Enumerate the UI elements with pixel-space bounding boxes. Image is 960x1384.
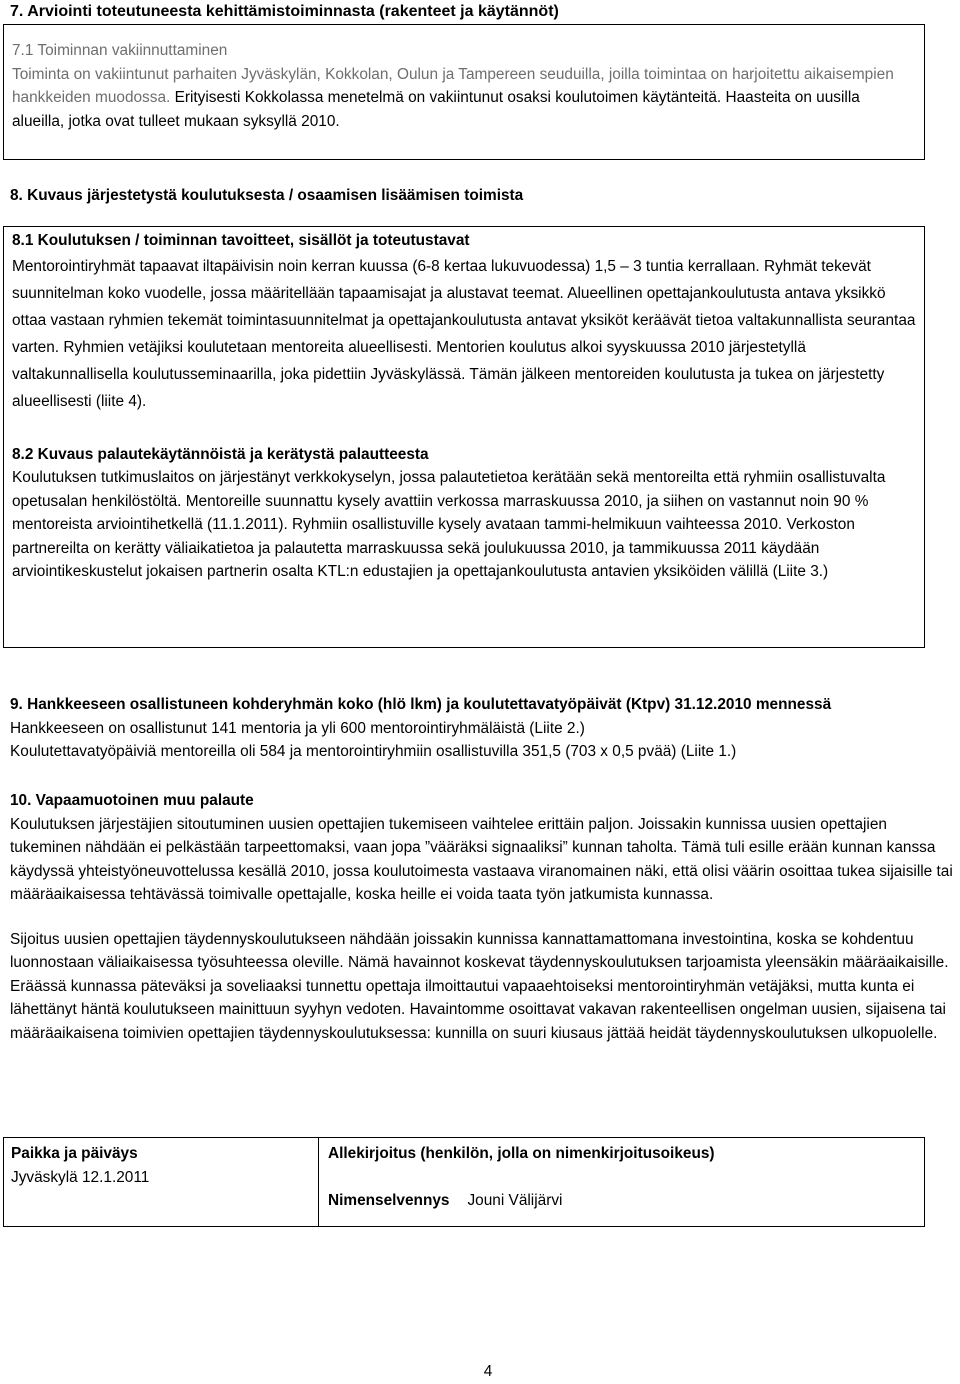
section7-title: 7. Arviointi toteutuneesta kehittämistoiminnasta (rakenteet ja käytännöt) — [10, 3, 559, 20]
signature-label: Allekirjoitus (henkilön, jolla on nimenkirjoitusoikeus) — [328, 1145, 715, 1162]
section7-paragraph — [12, 63, 916, 134]
section9-title: 9. Hankkeeseen osallistuneen kohderyhmän koko (hlö lkm) ja koulutettavatyöpäivät (Ktpv) 31.12.2010 mennessä — [10, 696, 832, 713]
section82-text: Koulutuksen tutkimuslaitos on järjestänyt verkkokyselyn, jossa palautetietoa kerätään sekä mentoreilta että ryhmiin osallistuvalta opetusalan henkilöstöltä. Mentoreille suunnattu kysely avattiin verkossa marraskuussa 2010, ja siihen on vastannut noin 90 % mentoreista arviointihetkellä (11.1.2011). Ryhmiin osallistuville kysely avataan tammi-helmikuun vaihteessa 2010. Verkoston partnereilta on kerätty väliaikatietoa ja palautetta marraskuussa sekä joulukuussa 2010, ja tammikuussa 2011 käydään arviointikeskustelut jokaisen partnerin osalta KTL:n edustajien ja opettajankoulutusta antavien yksiköiden välillä (Liite 3.) — [12, 469, 886, 580]
section8-title: 8. Kuvaus järjestetystä koulutuksesta / osaamisen lisäämisen toimista — [10, 187, 524, 204]
place-date-cell — [11, 1142, 149, 1189]
name-clarification-label: Nimenselvennys — [328, 1191, 450, 1209]
section7-paragraph-gray: Toiminta on vakiintunut parhaiten Jyväskylän, Kokkolan, Oulun ja Tampereen seuduilla, joilla toimintaa on harjoitettu aikaisempien hankkeiden muodossa. — [12, 65, 894, 106]
section8-box — [3, 226, 925, 648]
section7-paragraph-rest: Erityisesti Kokkolassa menetelmä on vakiintunut osaksi koulutoimen käytänteitä. Haasteita on uusilla alueilla, jotka ovat tulleet mukaan syksyllä 2010. — [12, 89, 860, 130]
section9 — [10, 693, 950, 764]
name-clarification-row — [328, 1189, 715, 1213]
section10 — [10, 789, 955, 1045]
page-number: 4 — [483, 1363, 493, 1380]
place-date-label: Paikka ja päiväys — [11, 1145, 138, 1162]
section7-box — [3, 24, 925, 160]
section7-subtitle: 7.1 Toiminnan vakiinnuttaminen — [12, 42, 228, 59]
section9-line1: Hankkeeseen on osallistunut 141 mentoria ja yli 600 mentorointiryhmäläistä (Liite 2.) — [10, 719, 585, 737]
section10-para2: Sijoitus uusien opettajien täydennyskoulutukseen nähdään joissakin kunnissa kannattamattomana investointina, koska se kohdentuu luonnostaan väliaikaisessa työsuhteessa oleville. Nämä havainnot koskevat täydennyskoulutuksen tarjoamista yleensäkin määräaikaisille. Eräässä kunnassa päteväksi ja soveliaaksi tunnettu opettaja ilmoittautui vapaaehtoiseksi mentorointiryhmän vetäjäksi, mutta kunta ei lähettänyt häntä koulutukseen mainittuun syyhyn vedoten. Havaintomme osoittavat vakavan rakenteellisen ongelman uusien, sijaisena tai määräaikaisena toimivien opettajien täydennyskoulutuksessa: kunnilla on suuri kiusaus jättää heidät täydennyskoulutuksen ulkopuolelle. — [10, 930, 949, 1042]
section9-line2: Koulutettavatyöpäiviä mentoreilla oli 584 ja mentorointiryhmiin osallistuvilla 351,5 (703 x 0,5 pvää) (Liite 1.) — [10, 743, 737, 760]
signature-divider — [318, 1138, 319, 1226]
name-clarification-value: Jouni Välijärvi — [467, 1191, 563, 1209]
signature-cell — [328, 1142, 715, 1212]
section82-title: 8.2 Kuvaus palautekäytännöistä ja kerätystä palautteesta — [12, 445, 429, 463]
section10-title: 10. Vapaamuotoinen muu palaute — [10, 792, 254, 809]
signature-table — [3, 1137, 925, 1227]
section10-para1: Koulutuksen järjestäjien sitoutuminen uusien opettajien tukemiseen vaihtelee erittäin paljon. Joissakin kunnissa uusien opettajien tukeminen nähdään ei pelkästään tarpeettomaksi, vaan jopa ”vääräksi signaaliksi” kunnan taholta. Tämä tuli esille erään kunnan kanssa käydyssä yhteistyöneuvottelussa kesällä 2010, jossa koulutoimesta vastaava viranomainen näki, että olisi väärin osoittaa tukea sijaisille tai määräaikaisessa tehtävässä toimivalle opettajalle, koska heille ei voida taata työn jatkumista kunnassa. — [10, 815, 953, 903]
section81-title: 8.1 Koulutuksen / toiminnan tavoitteet, sisällöt ja toteutustavat — [12, 232, 470, 249]
place-date-value: Jyväskylä 12.1.2011 — [11, 1168, 150, 1186]
section81-text: Mentorointiryhmät tapaavat iltapäivisin noin kerran kuussa (6-8 kertaa lukuvuodessa) 1,5 – 3 tuntia kerrallaan. Ryhmät tekevät suunnitelman koko vuodelle, jossa määritellään tapaamisajat ja alustavat teemat. Alueellinen opettajankoulutusta antava yksikkö ottaa vastaan ryhmien tekemät toimintasuunnitelmat ja opettajankoulutusta antavat yksiköt keräävät tietoa valtakunnallista seurantaa varten. Ryhmien vetäjiksi koulutetaan mentoreita alueellisesti. Mentorien koulutus alkoi syyskuussa 2010 järjestetyllä valtakunnallisella koulutusseminaarilla, joka pidettiin Jyväskylässä. Tämän jälkeen mentoreiden koulutusta ja tukea on järjestetty alueellisesti (liite 4). — [12, 257, 916, 410]
